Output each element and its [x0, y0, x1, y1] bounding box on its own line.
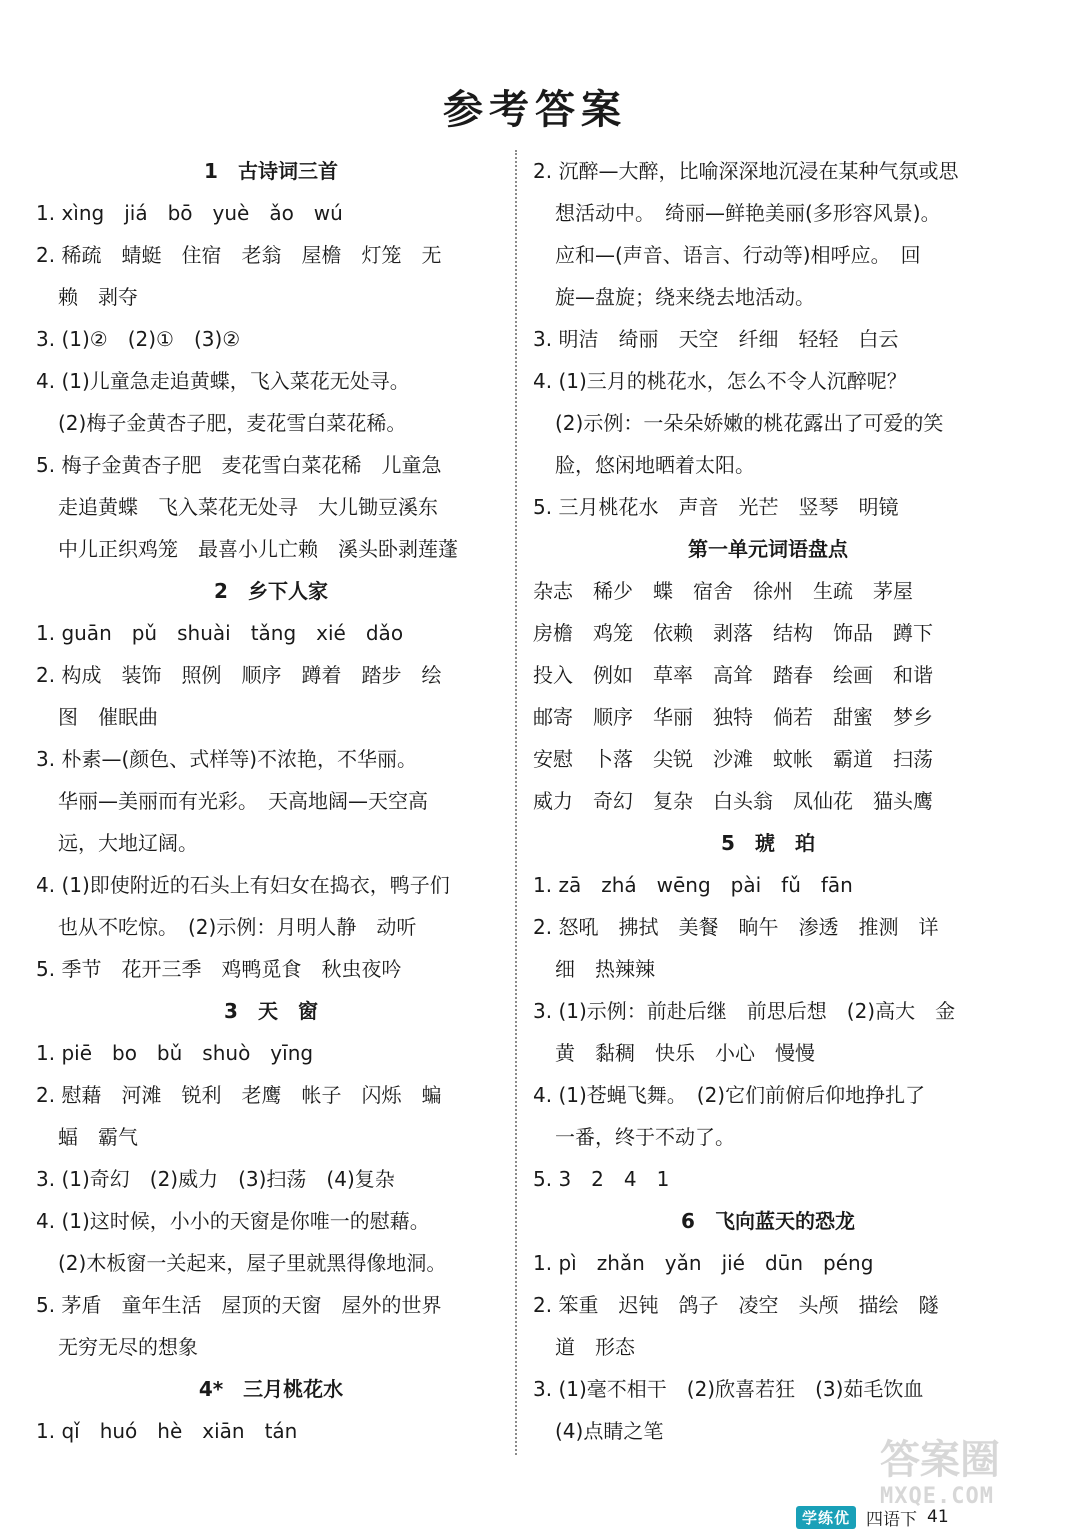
answer-line: 4. (1)这时候，小小的天窗是你唯一的慰藉。	[36, 1209, 430, 1233]
section-heading: 2 乡下人家	[214, 579, 328, 603]
answer-line: 邮寄 顺序 华丽 独特 倘若 甜蜜 梦乡	[533, 705, 933, 729]
section-heading: 5 琥 珀	[721, 831, 815, 855]
answer-line: 黄 黏稠 快乐 小心 慢慢	[555, 1041, 815, 1065]
answer-line: 1. xìng jiá bō yuè ǎo wú	[36, 201, 343, 225]
answer-line: 2. 沉醉—大醉，比喻深深地沉浸在某种气氛或思	[533, 159, 959, 183]
answer-line: 5. 梅子金黄杏子肥 麦花雪白菜花稀 儿童急	[36, 453, 442, 477]
answer-line: 1. zā zhá wēng pài fǔ fān	[533, 873, 853, 897]
book-label: 四语下	[866, 1509, 918, 1530]
section-heading: 4* 三月桃花水	[198, 1377, 344, 1401]
answer-line: 2. 构成 装饰 照例 顺序 蹲着 踏步 绘	[36, 663, 442, 687]
answer-line: 5. 季节 花开三季 鸡鸭觅食 秋虫夜吟	[36, 957, 402, 981]
answer-line: 投入 例如 草率 高耸 踏春 绘画 和谐	[533, 663, 933, 687]
answer-line: 细 热辣辣	[555, 957, 655, 981]
answer-line: 蝠 霸气	[58, 1125, 138, 1149]
answer-line: 5. 3 2 4 1	[533, 1167, 670, 1191]
answer-line: 4. (1)即使附近的石头上有妇女在捣衣，鸭子们	[36, 873, 450, 897]
answer-line: 安慰 卜落 尖锐 沙滩 蚊帐 霸道 扫荡	[533, 747, 933, 771]
section-heading: 3 天 窗	[224, 999, 318, 1023]
answer-line: 杂志 稀少 蝶 宿舍 徐州 生疏 茅屋	[533, 579, 913, 603]
answer-line: 威力 奇幻 复杂 白头翁 凤仙花 猫头鹰	[533, 789, 933, 813]
answer-line: 3. (1)奇幻 (2)威力 (3)扫荡 (4)复杂	[36, 1167, 395, 1191]
right-column	[533, 150, 1003, 1452]
answer-line: 中儿正织鸡笼 最喜小儿亡赖 溪头卧剥莲蓬	[58, 537, 458, 561]
publisher-logo: 学练优	[796, 1506, 856, 1529]
answer-line: 3. 明洁 绮丽 天空 纤细 轻轻 白云	[533, 327, 899, 351]
answer-line: 远，大地辽阔。	[58, 831, 198, 855]
answer-line: 道 形态	[555, 1335, 635, 1359]
answer-line: 走追黄蝶 飞入菜花无处寻 大儿锄豆溪东	[58, 495, 438, 519]
section-heading: 1 古诗词三首	[204, 159, 338, 183]
answer-line: 也从不吃惊。 (2)示例：月明人静 动听	[58, 915, 417, 939]
answer-line: 1. pì zhǎn yǎn jié dūn péng	[533, 1251, 874, 1275]
watermark-sub: MXQE.COM	[880, 1484, 994, 1509]
answer-line: 2. 慰藉 河滩 锐利 老鹰 帐子 闪烁 蝙	[36, 1083, 442, 1107]
answer-line: (4)点睛之笔	[555, 1419, 664, 1443]
answer-line: (2)梅子金黄杏子肥，麦花雪白菜花稀。	[58, 411, 407, 435]
answer-line: 3. (1)② (2)① (3)②	[36, 327, 241, 351]
answer-line: 脸，悠闲地晒着太阳。	[555, 453, 755, 477]
answer-line: 2. 怒吼 拂拭 美餐 晌午 渗透 推测 详	[533, 915, 939, 939]
answer-line: (2)示例：一朵朵娇嫩的桃花露出了可爱的笑	[555, 411, 944, 435]
answer-line: 图 催眠曲	[58, 705, 158, 729]
answer-line: 华丽—美丽而有光彩。 天高地阔—天空高	[58, 789, 428, 813]
left-column	[36, 150, 506, 1452]
answer-line: 3. (1)示例：前赴后继 前思后想 (2)高大 金	[533, 999, 956, 1023]
answer-line: 房檐 鸡笼 依赖 剥落 结构 饰品 蹲下	[533, 621, 933, 645]
column-divider	[515, 150, 517, 1455]
answer-line: 1. guān pǔ shuài tǎng xié dǎo	[36, 621, 404, 645]
answer-line: 1. qǐ huó hè xiān tán	[36, 1419, 298, 1443]
answer-line: 赖 剥夺	[58, 285, 138, 309]
answer-line: 4. (1)苍蝇飞舞。 (2)它们前俯后仰地挣扎了	[533, 1083, 926, 1107]
answer-line: 无穷无尽的想象	[58, 1335, 198, 1359]
answer-line: 5. 茅盾 童年生活 屋顶的天窗 屋外的世界	[36, 1293, 442, 1317]
answer-line: (2)木板窗一关起来，屋子里就黑得像地洞。	[58, 1251, 447, 1275]
section-heading: 第一单元词语盘点	[688, 537, 848, 561]
watermark-main: 答案圈	[880, 1437, 1000, 1483]
answer-line: 2. 稀疏 蜻蜓 住宿 老翁 屋檐 灯笼 无	[36, 243, 442, 267]
answer-line: 5. 三月桃花水 声音 光芒 竖琴 明镜	[533, 495, 899, 519]
answer-line: 4. (1)三月的桃花水，怎么不令人沉醉呢？	[533, 369, 907, 393]
answer-line: 4. (1)儿童急走追黄蝶，飞入菜花无处寻。	[36, 369, 410, 393]
answer-line: 一番，终于不动了。	[555, 1125, 735, 1149]
answer-line: 想活动中。 绮丽—鲜艳美丽(多形容风景)。	[555, 201, 941, 225]
section-heading: 6 飞向蓝天的恐龙	[681, 1209, 855, 1233]
answer-line: 旋—盘旋；绕来绕去地活动。	[555, 285, 815, 309]
page-title: 参考答案	[443, 86, 627, 133]
answer-line: 2. 笨重 迟钝 鸽子 凌空 头颅 描绘 隧	[533, 1293, 939, 1317]
answer-line: 3. (1)毫不相干 (2)欣喜若狂 (3)茹毛饮血	[533, 1377, 924, 1401]
watermark	[880, 1437, 1060, 1530]
page-number: 41	[927, 1507, 949, 1527]
answer-line: 3. 朴素—(颜色、式样等)不浓艳，不华丽。	[36, 747, 418, 771]
answer-line: 1. piē bo bǔ shuò yīng	[36, 1041, 314, 1065]
answer-line: 应和—(声音、语言、行动等)相呼应。 回	[555, 243, 921, 267]
